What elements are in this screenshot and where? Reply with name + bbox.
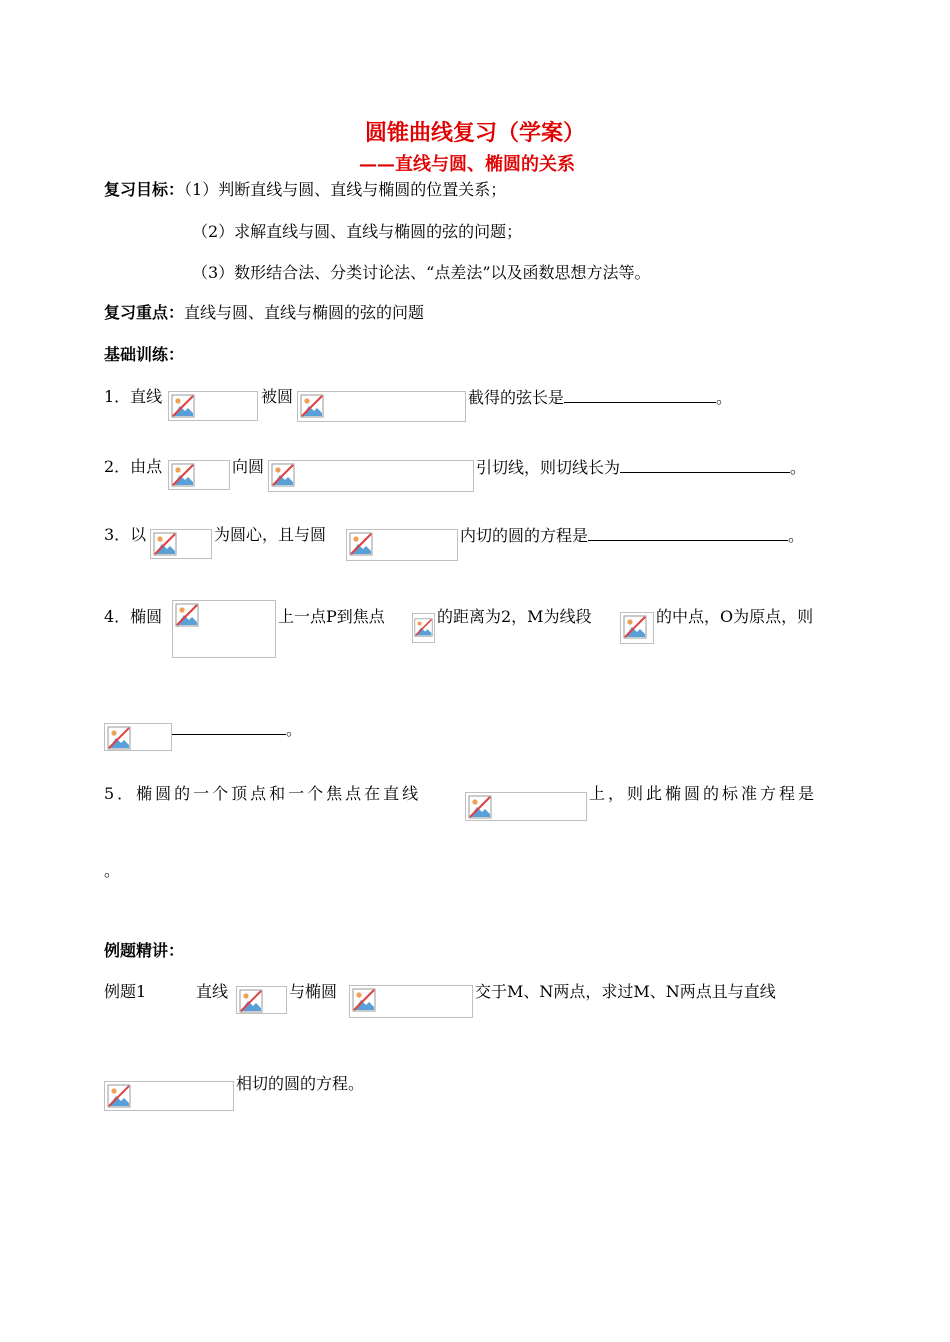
q5-text: 上，则此椭圆的标准方程是 (589, 784, 818, 803)
broken-image-icon (236, 986, 287, 1014)
ex1-text-1: 直线 (196, 982, 229, 1001)
q4-text-1: 上一点P到焦点 (278, 607, 385, 626)
broken-image-icon (104, 723, 172, 751)
ex1-text-4: 相切的圆的方程。 (236, 1074, 365, 1093)
q3-suffix (460, 524, 804, 547)
goal-item: （3）数形结合法、分类讨论法、“点差法”以及函数思想方法等。 (192, 263, 651, 282)
answer-blank[interactable] (564, 386, 716, 403)
focus-text: 直线与圆、直线与椭圆的弦的问题 (184, 303, 425, 322)
broken-image-icon (104, 1081, 234, 1111)
goal-item: （1）判断直线与圆、直线与椭圆的位置关系； (184, 180, 507, 199)
page-subtitle: ——直线与圆、椭圆的关系 (359, 154, 575, 175)
broken-image-icon (465, 792, 587, 821)
broken-image-icon (168, 460, 230, 490)
q5-prefix: 5．椭圆的一个顶点和一个焦点在直线 (104, 784, 422, 803)
ex1-text-2: 与椭圆 (289, 982, 338, 1001)
q1-prefix: 1．直线 (104, 387, 163, 406)
q5-end: 。 (104, 861, 121, 880)
q2-end: 。 (790, 458, 807, 477)
q3-prefix: 3．以 (104, 525, 147, 544)
broken-image-icon (620, 612, 654, 644)
basic-label: 基础训练： (104, 345, 185, 364)
broken-image-icon (349, 985, 473, 1018)
broken-image-icon (150, 529, 212, 559)
answer-blank[interactable] (620, 456, 790, 473)
q4-text-2: 的距离为2，M为线段 (437, 607, 592, 626)
q1-text: 被圆 (261, 387, 294, 406)
answer-blank[interactable] (172, 718, 286, 735)
q1-suffix (468, 386, 732, 409)
broken-image-icon (268, 460, 474, 492)
q2-prefix: 2．由点 (104, 457, 163, 476)
broken-image-icon (412, 613, 435, 643)
q3-text: 为圆心，且与圆 (214, 525, 327, 544)
q2-text: 向圆 (232, 457, 265, 476)
broken-image-icon (297, 391, 466, 422)
page-title: 圆锥曲线复习（学案） (364, 120, 585, 146)
broken-image-icon (172, 600, 276, 658)
q3-end: 。 (788, 526, 805, 545)
examples-label: 例题精讲： (104, 941, 185, 960)
q3-suffix-text: 内切的圆的方程是 (460, 526, 589, 545)
q4-text-3: 的中点，O为原点，则 (656, 607, 814, 626)
goals-line-1 (104, 179, 506, 201)
q1-suffix-text: 截得的弦长是 (468, 388, 565, 407)
q4-answer (172, 718, 302, 741)
q4-end: 。 (286, 720, 303, 739)
ex1-number: 例题1 (104, 982, 147, 1001)
q4-prefix: 4．椭圆 (104, 607, 163, 626)
goal-item: （2）求解直线与圆、直线与椭圆的弦的问题； (192, 222, 523, 241)
broken-image-icon (346, 529, 458, 561)
focus-line (104, 302, 424, 324)
answer-blank[interactable] (588, 524, 788, 541)
goals-label: 复习目标： (104, 180, 185, 199)
q1-end: 。 (716, 388, 733, 407)
broken-image-icon (168, 391, 258, 421)
focus-label: 复习重点： (104, 303, 185, 322)
q2-suffix (476, 456, 806, 479)
q2-suffix-text: 引切线，则切线长为 (476, 458, 621, 477)
ex1-text-3: 交于M、N两点，求过M、N两点且与直线 (475, 982, 776, 1001)
